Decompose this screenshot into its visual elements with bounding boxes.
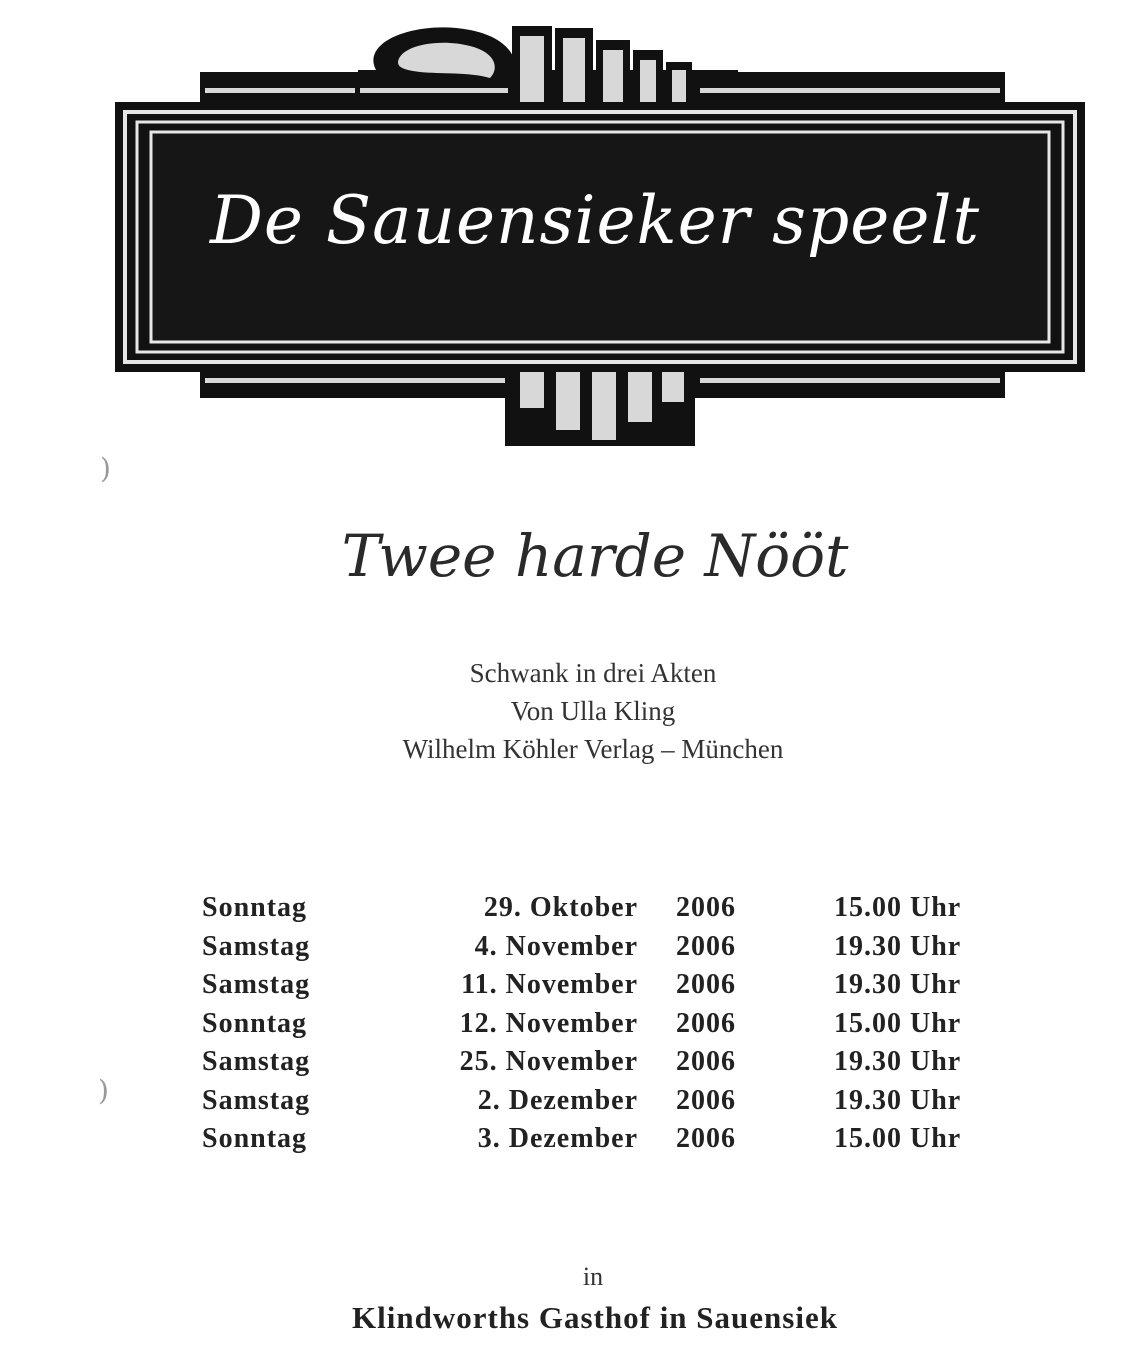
schedule-row xyxy=(202,931,992,970)
play-info xyxy=(0,654,1133,768)
schedule-time: 15.00 Uhr xyxy=(834,1007,962,1039)
schedule-year: 2006 xyxy=(676,1007,736,1039)
schedule-year: 2006 xyxy=(676,969,736,1000)
bottom-ornament xyxy=(200,366,1005,446)
banner xyxy=(0,0,1133,450)
schedule-day: Samstag xyxy=(202,1046,311,1077)
schedule-time: 19.30 Uhr xyxy=(834,1084,962,1116)
schedule-day: Sonntag xyxy=(202,1007,308,1039)
schedule-year: 2006 xyxy=(676,1046,736,1077)
schedule-row xyxy=(202,1085,992,1124)
schedule-day: Sonntag xyxy=(202,1123,308,1154)
schedule-date: 4. November xyxy=(474,930,638,962)
play-genre: Schwank in drei Akten xyxy=(469,658,717,688)
schedule-date: 25. November xyxy=(459,1046,638,1077)
banner-title: De Sauensieker speelt xyxy=(209,182,981,259)
performance-schedule xyxy=(202,892,992,1162)
schedule-day: Sonntag xyxy=(202,892,308,923)
punch-hole-mark: ) xyxy=(98,1074,109,1107)
play-author: Von Ulla Kling xyxy=(510,696,676,726)
schedule-year: 2006 xyxy=(676,1123,736,1154)
schedule-year: 2006 xyxy=(676,892,736,923)
schedule-day: Samstag xyxy=(202,969,311,1000)
schedule-row xyxy=(202,1008,992,1047)
schedule-year: 2006 xyxy=(676,930,736,962)
schedule-time: 15.00 Uhr xyxy=(834,1123,962,1154)
schedule-row xyxy=(202,1046,992,1085)
schedule-year: 2006 xyxy=(676,1084,736,1116)
schedule-time: 19.30 Uhr xyxy=(834,930,962,962)
schedule-day: Samstag xyxy=(202,1084,311,1116)
schedule-row xyxy=(202,892,992,931)
venue-name: Klindworths Gasthof in Sauensiek xyxy=(352,1300,838,1335)
schedule-date: 2. Dezember xyxy=(477,1084,638,1116)
punch-hole-mark: ) xyxy=(100,452,111,485)
play-title: Twee harde Nööt xyxy=(341,522,849,590)
play-publisher: Wilhelm Köhler Verlag – München xyxy=(402,734,784,764)
schedule-date: 3. Dezember xyxy=(477,1123,638,1154)
schedule-date: 12. November xyxy=(459,1007,638,1039)
venue-preposition: in xyxy=(582,1262,604,1291)
top-ornament xyxy=(200,26,1005,106)
schedule-time: 15.00 Uhr xyxy=(834,892,962,923)
schedule-time: 19.30 Uhr xyxy=(834,969,962,1000)
schedule-time: 19.30 Uhr xyxy=(834,1046,962,1077)
schedule-row xyxy=(202,969,992,1008)
schedule-day: Samstag xyxy=(202,930,311,962)
schedule-date: 29. Oktober xyxy=(483,892,638,923)
schedule-date: 11. November xyxy=(461,969,638,1000)
schedule-row xyxy=(202,1123,992,1162)
